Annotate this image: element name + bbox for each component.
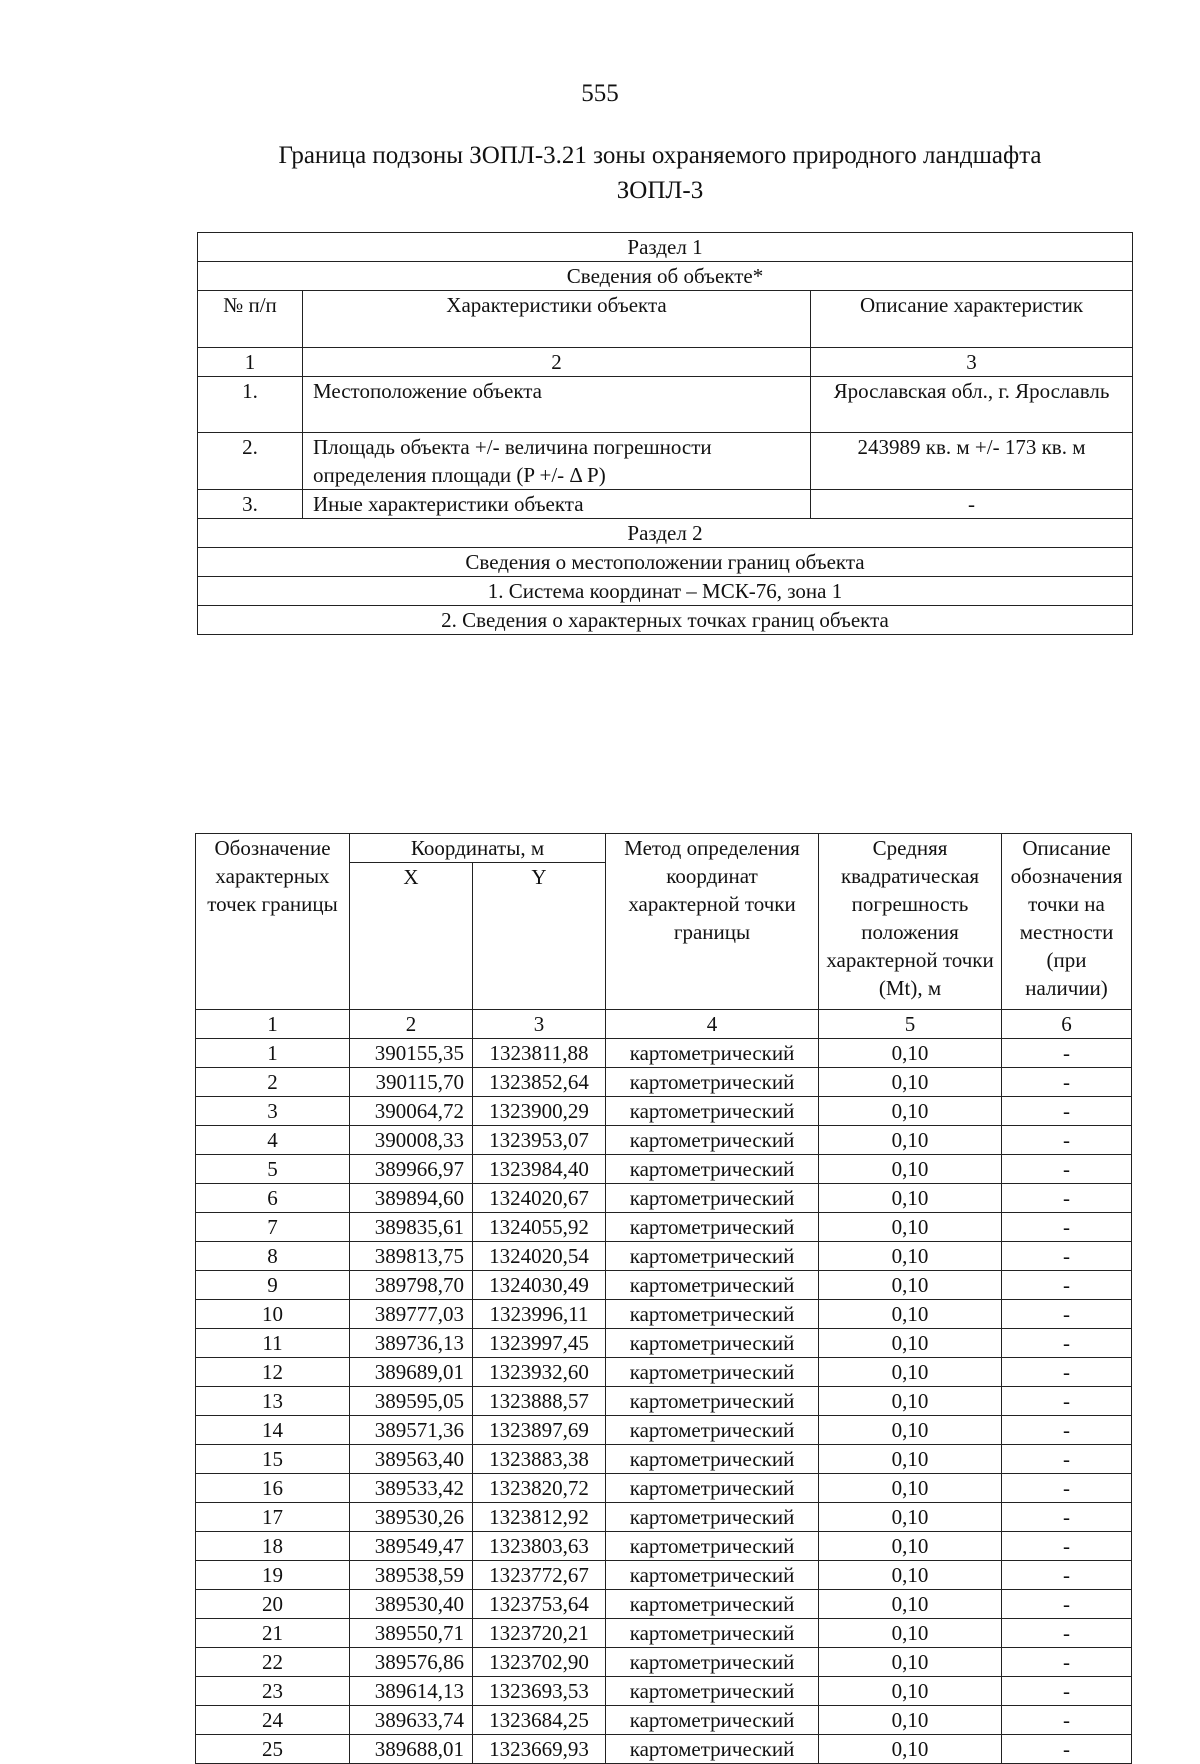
row-number: 2. bbox=[198, 433, 303, 490]
point-accuracy: 0,10 bbox=[819, 1184, 1002, 1213]
table-row bbox=[196, 1532, 1132, 1561]
point-method: картометрический bbox=[606, 1677, 819, 1706]
point-id: 15 bbox=[196, 1445, 350, 1474]
point-description: - bbox=[1002, 1184, 1132, 1213]
point-accuracy: 0,10 bbox=[819, 1387, 1002, 1416]
col-number: 1 bbox=[196, 1010, 350, 1039]
header-designation: Обозначение характерных точек границы bbox=[196, 834, 350, 1010]
title-line-1: Граница подзоны ЗОПЛ-3.21 зоны охраняемого природного ландшафта bbox=[278, 142, 1042, 169]
coord-y: 1324030,49 bbox=[473, 1271, 606, 1300]
coord-y: 1323996,11 bbox=[473, 1300, 606, 1329]
point-description: - bbox=[1002, 1590, 1132, 1619]
point-id: 12 bbox=[196, 1358, 350, 1387]
point-accuracy: 0,10 bbox=[819, 1039, 1002, 1068]
table-row bbox=[196, 1735, 1132, 1764]
coord-y: 1324055,92 bbox=[473, 1213, 606, 1242]
point-id: 11 bbox=[196, 1329, 350, 1358]
point-method: картометрический bbox=[606, 1445, 819, 1474]
point-description: - bbox=[1002, 1126, 1132, 1155]
col-number: 2 bbox=[350, 1010, 473, 1039]
coord-y: 1323702,90 bbox=[473, 1648, 606, 1677]
page-number: 555 bbox=[581, 80, 619, 107]
table-row bbox=[196, 1126, 1132, 1155]
point-id: 18 bbox=[196, 1532, 350, 1561]
point-accuracy: 0,10 bbox=[819, 1619, 1002, 1648]
col-number: 6 bbox=[1002, 1010, 1132, 1039]
row-name: Площадь объекта +/- величина погрешности определения площади (P +/- Δ P) bbox=[303, 433, 811, 490]
coord-x: 389835,61 bbox=[350, 1213, 473, 1242]
point-description: - bbox=[1002, 1503, 1132, 1532]
coord-y: 1323883,38 bbox=[473, 1445, 606, 1474]
point-method: картометрический bbox=[606, 1155, 819, 1184]
point-id: 17 bbox=[196, 1503, 350, 1532]
point-accuracy: 0,10 bbox=[819, 1242, 1002, 1271]
point-id: 16 bbox=[196, 1474, 350, 1503]
table-row bbox=[196, 1503, 1132, 1532]
point-accuracy: 0,10 bbox=[819, 1126, 1002, 1155]
coord-x: 390115,70 bbox=[350, 1068, 473, 1097]
point-accuracy: 0,10 bbox=[819, 1329, 1002, 1358]
point-accuracy: 0,10 bbox=[819, 1068, 1002, 1097]
point-method: картометрический bbox=[606, 1242, 819, 1271]
row-value: Ярославская обл., г. Ярославль bbox=[811, 377, 1133, 433]
object-info-table bbox=[197, 232, 1133, 635]
coord-x: 390155,35 bbox=[350, 1039, 473, 1068]
point-description: - bbox=[1002, 1387, 1132, 1416]
point-method: картометрический bbox=[606, 1735, 819, 1764]
point-id: 4 bbox=[196, 1126, 350, 1155]
point-description: - bbox=[1002, 1329, 1132, 1358]
header-y: Y bbox=[473, 863, 606, 1010]
point-method: картометрический bbox=[606, 1706, 819, 1735]
table-row bbox=[196, 1300, 1132, 1329]
section2-subheading: Сведения о местоположении границ объекта bbox=[198, 548, 1133, 577]
point-description: - bbox=[1002, 1097, 1132, 1126]
point-id: 10 bbox=[196, 1300, 350, 1329]
point-method: картометрический bbox=[606, 1184, 819, 1213]
point-accuracy: 0,10 bbox=[819, 1474, 1002, 1503]
col-number: 4 bbox=[606, 1010, 819, 1039]
point-accuracy: 0,10 bbox=[819, 1735, 1002, 1764]
header-coordinates: Координаты, м bbox=[350, 834, 606, 863]
coord-x: 389689,01 bbox=[350, 1358, 473, 1387]
coord-y: 1323772,67 bbox=[473, 1561, 606, 1590]
coord-x: 389798,70 bbox=[350, 1271, 473, 1300]
point-id: 20 bbox=[196, 1590, 350, 1619]
section1-subheading: Сведения об объекте* bbox=[198, 262, 1133, 291]
point-id: 1 bbox=[196, 1039, 350, 1068]
coord-x: 389777,03 bbox=[350, 1300, 473, 1329]
point-method: картометрический bbox=[606, 1068, 819, 1097]
point-id: 7 bbox=[196, 1213, 350, 1242]
row-value: 243989 кв. м +/- 173 кв. м bbox=[811, 433, 1133, 490]
coord-x: 389736,13 bbox=[350, 1329, 473, 1358]
table-row bbox=[196, 1329, 1132, 1358]
point-description: - bbox=[1002, 1561, 1132, 1590]
coord-y: 1323803,63 bbox=[473, 1532, 606, 1561]
point-description: - bbox=[1002, 1619, 1132, 1648]
coord-y: 1323812,92 bbox=[473, 1503, 606, 1532]
table-row bbox=[196, 1416, 1132, 1445]
point-accuracy: 0,10 bbox=[819, 1590, 1002, 1619]
coord-y: 1323984,40 bbox=[473, 1155, 606, 1184]
point-id: 21 bbox=[196, 1619, 350, 1648]
row-name: Местоположение объекта bbox=[303, 377, 811, 433]
point-id: 2 bbox=[196, 1068, 350, 1097]
table-row bbox=[196, 1648, 1132, 1677]
coord-y: 1323888,57 bbox=[473, 1387, 606, 1416]
table-row bbox=[196, 1213, 1132, 1242]
point-accuracy: 0,10 bbox=[819, 1271, 1002, 1300]
coord-x: 389571,36 bbox=[350, 1416, 473, 1445]
point-accuracy: 0,10 bbox=[819, 1706, 1002, 1735]
point-method: картометрический bbox=[606, 1039, 819, 1068]
point-id: 19 bbox=[196, 1561, 350, 1590]
coord-y: 1323897,69 bbox=[473, 1416, 606, 1445]
coord-y: 1323684,25 bbox=[473, 1706, 606, 1735]
table-row bbox=[196, 1068, 1132, 1097]
point-method: картометрический bbox=[606, 1532, 819, 1561]
point-description: - bbox=[1002, 1648, 1132, 1677]
coord-x: 389530,40 bbox=[350, 1590, 473, 1619]
col-number: 2 bbox=[303, 348, 811, 377]
column-number-row bbox=[196, 1010, 1132, 1039]
coord-x: 389550,71 bbox=[350, 1619, 473, 1648]
table-row bbox=[196, 1184, 1132, 1213]
row-name: Иные характеристики объекта bbox=[303, 490, 811, 519]
coord-x: 389688,01 bbox=[350, 1735, 473, 1764]
row-number: 3. bbox=[198, 490, 303, 519]
coord-x: 389966,97 bbox=[350, 1155, 473, 1184]
header-number: № п/п bbox=[198, 291, 303, 348]
point-method: картометрический bbox=[606, 1619, 819, 1648]
document-title bbox=[195, 138, 1125, 208]
point-id: 13 bbox=[196, 1387, 350, 1416]
point-id: 5 bbox=[196, 1155, 350, 1184]
point-method: картометрический bbox=[606, 1387, 819, 1416]
point-accuracy: 0,10 bbox=[819, 1358, 1002, 1387]
coord-y: 1324020,54 bbox=[473, 1242, 606, 1271]
row-value: - bbox=[811, 490, 1133, 519]
point-description: - bbox=[1002, 1474, 1132, 1503]
coord-x: 389894,60 bbox=[350, 1184, 473, 1213]
coord-x: 389538,59 bbox=[350, 1561, 473, 1590]
table-row bbox=[196, 1561, 1132, 1590]
point-description: - bbox=[1002, 1300, 1132, 1329]
point-description: - bbox=[1002, 1706, 1132, 1735]
table-row bbox=[196, 1590, 1132, 1619]
point-description: - bbox=[1002, 1532, 1132, 1561]
coord-y: 1323669,93 bbox=[473, 1735, 606, 1764]
point-accuracy: 0,10 bbox=[819, 1213, 1002, 1242]
point-accuracy: 0,10 bbox=[819, 1097, 1002, 1126]
coord-y: 1323997,45 bbox=[473, 1329, 606, 1358]
coord-x: 389595,05 bbox=[350, 1387, 473, 1416]
table-row bbox=[196, 1706, 1132, 1735]
coord-y: 1323852,64 bbox=[473, 1068, 606, 1097]
point-description: - bbox=[1002, 1155, 1132, 1184]
coord-y: 1323720,21 bbox=[473, 1619, 606, 1648]
coord-x: 389530,26 bbox=[350, 1503, 473, 1532]
table-row bbox=[196, 1474, 1132, 1503]
point-description: - bbox=[1002, 1735, 1132, 1764]
section2-heading: Раздел 2 bbox=[198, 519, 1133, 548]
point-description: - bbox=[1002, 1416, 1132, 1445]
point-method: картометрический bbox=[606, 1097, 819, 1126]
point-method: картометрический bbox=[606, 1503, 819, 1532]
point-description: - bbox=[1002, 1213, 1132, 1242]
point-method: картометрический bbox=[606, 1271, 819, 1300]
coord-x: 389633,74 bbox=[350, 1706, 473, 1735]
coord-y: 1323953,07 bbox=[473, 1126, 606, 1155]
coord-y: 1323820,72 bbox=[473, 1474, 606, 1503]
point-method: картометрический bbox=[606, 1416, 819, 1445]
points-heading: 2. Сведения о характерных точках границ объекта bbox=[198, 606, 1133, 635]
table-row bbox=[196, 1097, 1132, 1126]
points-header-row bbox=[196, 834, 1132, 863]
point-description: - bbox=[1002, 1445, 1132, 1474]
point-description: - bbox=[1002, 1358, 1132, 1387]
col-number: 3 bbox=[473, 1010, 606, 1039]
point-accuracy: 0,10 bbox=[819, 1416, 1002, 1445]
header-method: Метод определения координат характерной точки границы bbox=[606, 834, 819, 1010]
header-point-description: Описание обозначения точки на местности (при наличии) bbox=[1002, 834, 1132, 1010]
point-id: 3 bbox=[196, 1097, 350, 1126]
point-accuracy: 0,10 bbox=[819, 1532, 1002, 1561]
point-accuracy: 0,10 bbox=[819, 1445, 1002, 1474]
coord-y: 1323753,64 bbox=[473, 1590, 606, 1619]
point-method: картометрический bbox=[606, 1590, 819, 1619]
section1-heading: Раздел 1 bbox=[198, 233, 1133, 262]
header-description: Описание характеристик bbox=[811, 291, 1133, 348]
point-description: - bbox=[1002, 1039, 1132, 1068]
col-number: 3 bbox=[811, 348, 1133, 377]
point-id: 9 bbox=[196, 1271, 350, 1300]
coord-x: 390064,72 bbox=[350, 1097, 473, 1126]
point-description: - bbox=[1002, 1271, 1132, 1300]
coord-y: 1323932,60 bbox=[473, 1358, 606, 1387]
coord-y: 1323693,53 bbox=[473, 1677, 606, 1706]
title-line-2: ЗОПЛ-3 bbox=[616, 177, 704, 204]
point-description: - bbox=[1002, 1242, 1132, 1271]
table-row bbox=[196, 1445, 1132, 1474]
header-characteristics: Характеристики объекта bbox=[303, 291, 811, 348]
point-id: 14 bbox=[196, 1416, 350, 1445]
coord-x: 389576,86 bbox=[350, 1648, 473, 1677]
coord-y: 1323811,88 bbox=[473, 1039, 606, 1068]
table-row bbox=[196, 1358, 1132, 1387]
table-row bbox=[196, 1271, 1132, 1300]
point-accuracy: 0,10 bbox=[819, 1561, 1002, 1590]
point-id: 8 bbox=[196, 1242, 350, 1271]
coord-x: 389549,47 bbox=[350, 1532, 473, 1561]
point-id: 24 bbox=[196, 1706, 350, 1735]
coord-y: 1323900,29 bbox=[473, 1097, 606, 1126]
table-row bbox=[196, 1039, 1132, 1068]
row-number: 1. bbox=[198, 377, 303, 433]
point-id: 23 bbox=[196, 1677, 350, 1706]
coord-x: 389563,40 bbox=[350, 1445, 473, 1474]
coord-x: 390008,33 bbox=[350, 1126, 473, 1155]
header-x: X bbox=[350, 863, 473, 1010]
point-method: картометрический bbox=[606, 1126, 819, 1155]
point-description: - bbox=[1002, 1677, 1132, 1706]
table-row bbox=[196, 1242, 1132, 1271]
coord-x: 389614,13 bbox=[350, 1677, 473, 1706]
point-method: картометрический bbox=[606, 1329, 819, 1358]
coord-x: 389813,75 bbox=[350, 1242, 473, 1271]
point-id: 25 bbox=[196, 1735, 350, 1764]
col-number: 1 bbox=[198, 348, 303, 377]
point-method: картометрический bbox=[606, 1213, 819, 1242]
point-id: 22 bbox=[196, 1648, 350, 1677]
point-description: - bbox=[1002, 1068, 1132, 1097]
table-row bbox=[196, 1677, 1132, 1706]
point-accuracy: 0,10 bbox=[819, 1648, 1002, 1677]
point-id: 6 bbox=[196, 1184, 350, 1213]
point-method: картометрический bbox=[606, 1358, 819, 1387]
point-accuracy: 0,10 bbox=[819, 1155, 1002, 1184]
table-row bbox=[196, 1155, 1132, 1184]
col-number: 5 bbox=[819, 1010, 1002, 1039]
coord-y: 1324020,67 bbox=[473, 1184, 606, 1213]
coord-x: 389533,42 bbox=[350, 1474, 473, 1503]
point-accuracy: 0,10 bbox=[819, 1503, 1002, 1532]
point-method: картометрический bbox=[606, 1648, 819, 1677]
point-accuracy: 0,10 bbox=[819, 1300, 1002, 1329]
point-method: картометрический bbox=[606, 1474, 819, 1503]
table-row bbox=[196, 1619, 1132, 1648]
point-method: картометрический bbox=[606, 1300, 819, 1329]
coordinate-system: 1. Система координат – МСК-76, зона 1 bbox=[198, 577, 1133, 606]
table-row bbox=[196, 1387, 1132, 1416]
boundary-points-table bbox=[195, 833, 1132, 1764]
header-accuracy: Средняя квадратическая погрешность положения характерной точки (Mt), м bbox=[819, 834, 1002, 1010]
point-method: картометрический bbox=[606, 1561, 819, 1590]
point-accuracy: 0,10 bbox=[819, 1677, 1002, 1706]
